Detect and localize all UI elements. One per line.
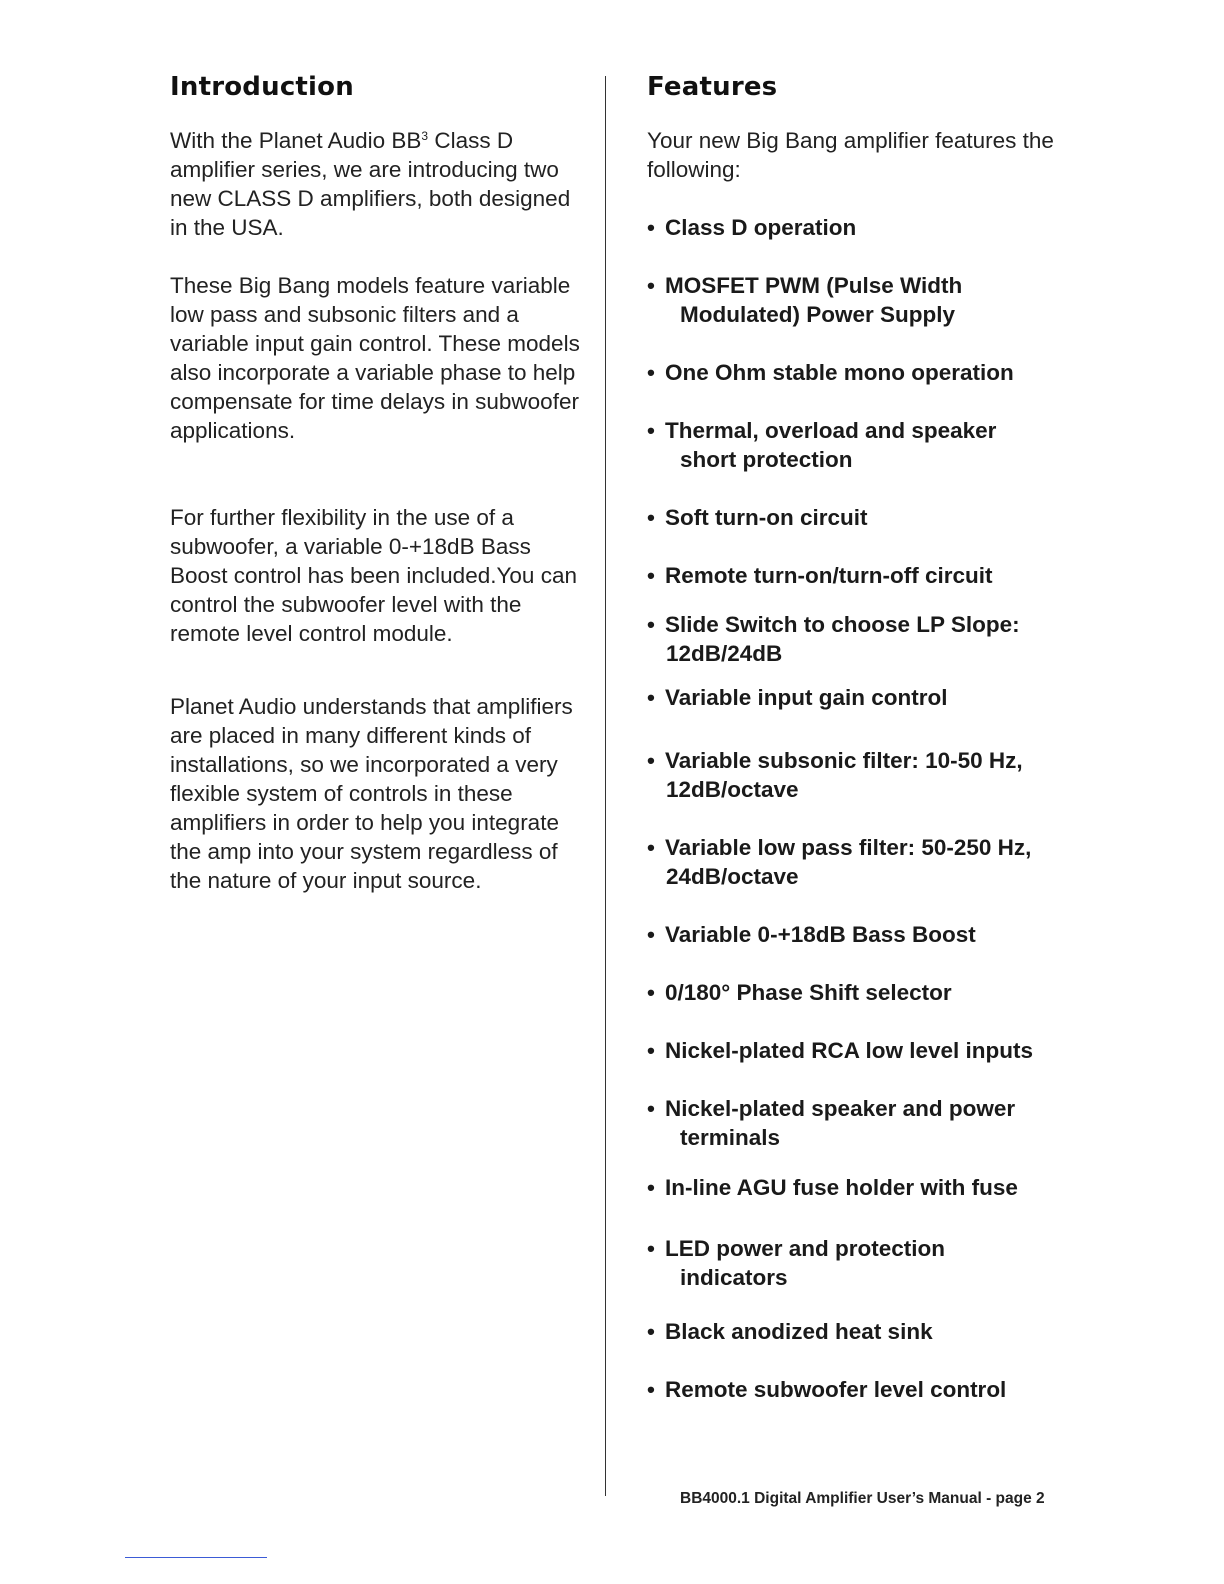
feature-text: Variable 0-+18dB Bass Boost — [665, 922, 976, 947]
feature-item — [647, 416, 1067, 474]
page-footer: BB4000.1 Digital Amplifier User’s Manual - page 2 — [680, 1490, 1045, 1507]
intro-paragraph-1 — [170, 126, 580, 242]
superscript: 3 — [421, 129, 429, 143]
feature-item — [647, 1094, 1067, 1152]
bullet: • — [647, 612, 655, 637]
bullet: • — [647, 922, 655, 947]
feature-text-continued: 12dB/octave — [666, 777, 799, 802]
feature-text-continued: 24dB/octave — [666, 864, 799, 889]
bullet: • — [647, 215, 655, 240]
feature-item — [647, 833, 1067, 891]
bullet: • — [647, 685, 655, 710]
features-intro: Your new Big Bang amplifier features the following: — [647, 128, 1054, 182]
feature-item — [647, 610, 1067, 668]
feature-text: Nickel-plated RCA low level inputs — [665, 1038, 1033, 1063]
features-column — [647, 72, 1067, 1402]
bullet: • — [647, 1377, 655, 1402]
bullet: • — [647, 748, 655, 773]
feature-text: Remote turn-on/turn-off circuit — [665, 563, 993, 588]
bullet: • — [647, 1038, 655, 1063]
feature-item — [647, 920, 1067, 949]
feature-item — [647, 1234, 1067, 1292]
feature-item — [647, 1317, 1067, 1346]
feature-text: Thermal, overload and speaker — [665, 418, 997, 443]
feature-text: Slide Switch to choose LP Slope: — [665, 612, 1020, 637]
bullet: • — [647, 273, 655, 298]
bullet: • — [647, 1236, 655, 1261]
bullet: • — [647, 1175, 655, 1200]
introduction-heading: Introduction — [170, 72, 354, 102]
feature-item — [647, 683, 1067, 712]
feature-text: Nickel-plated speaker and power — [665, 1096, 1016, 1121]
feature-text-continued: terminals — [680, 1125, 781, 1150]
feature-text-continued: indicators — [680, 1265, 788, 1290]
feature-text: MOSFET PWM (Pulse Width — [665, 273, 963, 298]
feature-item — [647, 1036, 1067, 1065]
intro-paragraph-4: Planet Audio understands that amplifiers are placed in many different kinds of installations, so we incorporated a very flexible system of controls in these amplifiers in order to help you integrate the amp into your system regardless of the nature of your input source. — [170, 694, 573, 893]
feature-item — [647, 503, 1067, 532]
intro-p1-text: With the Planet Audio BB — [170, 128, 422, 153]
feature-text-continued: Modulated) Power Supply — [680, 302, 956, 327]
feature-text: One Ohm stable mono operation — [665, 360, 1014, 385]
bullet: • — [647, 835, 655, 860]
bullet: • — [647, 563, 655, 588]
feature-item — [647, 746, 1067, 804]
bullet: • — [647, 1096, 655, 1121]
intro-p1-text-cont: Class D amplifier series, we are introducing two new CLASS D amplifiers, both designed in the USA. — [170, 128, 571, 240]
feature-item — [647, 271, 1067, 329]
feature-text: Class D operation — [665, 215, 857, 240]
feature-text-continued: 12dB/24dB — [666, 641, 783, 666]
feature-text: 0/180° Phase Shift selector — [665, 980, 952, 1005]
feature-text: Black anodized heat sink — [665, 1319, 933, 1344]
column-divider — [605, 76, 606, 1496]
feature-item — [647, 561, 1067, 590]
feature-item — [647, 213, 1067, 242]
feature-item — [647, 1375, 1067, 1404]
feature-item — [647, 978, 1067, 1007]
feature-text: Variable low pass filter: 50-250 Hz, — [665, 835, 1032, 860]
feature-text: Remote subwoofer level control — [665, 1377, 1007, 1402]
feature-item — [647, 358, 1067, 387]
bullet: • — [647, 505, 655, 530]
bullet: • — [647, 360, 655, 385]
feature-text: In-line AGU fuse holder with fuse — [665, 1175, 1018, 1200]
bullet: • — [647, 1319, 655, 1344]
bullet: • — [647, 980, 655, 1005]
feature-text-continued: short protection — [680, 447, 853, 472]
feature-text: Soft turn-on circuit — [665, 505, 868, 530]
feature-text: Variable input gain control — [665, 685, 948, 710]
intro-paragraph-2: These Big Bang models feature variable low pass and subsonic filters and a variable input gain control. These models also incorporate a variable phase to help compensate for time delays in subwoofer applications. — [170, 273, 580, 443]
feature-item — [647, 1173, 1067, 1202]
intro-paragraph-3: For further flexibility in the use of a subwoofer, a variable 0-+18dB Bass Boost control has been included.You can control the subwoofer level with the remote level control module. — [170, 505, 577, 646]
introduction-column — [170, 72, 580, 893]
features-heading: Features — [647, 72, 778, 102]
bullet: • — [647, 418, 655, 443]
footer-rule — [125, 1557, 267, 1558]
feature-text: Variable subsonic filter: 10-50 Hz, — [665, 748, 1023, 773]
feature-text: LED power and protection — [665, 1236, 946, 1261]
